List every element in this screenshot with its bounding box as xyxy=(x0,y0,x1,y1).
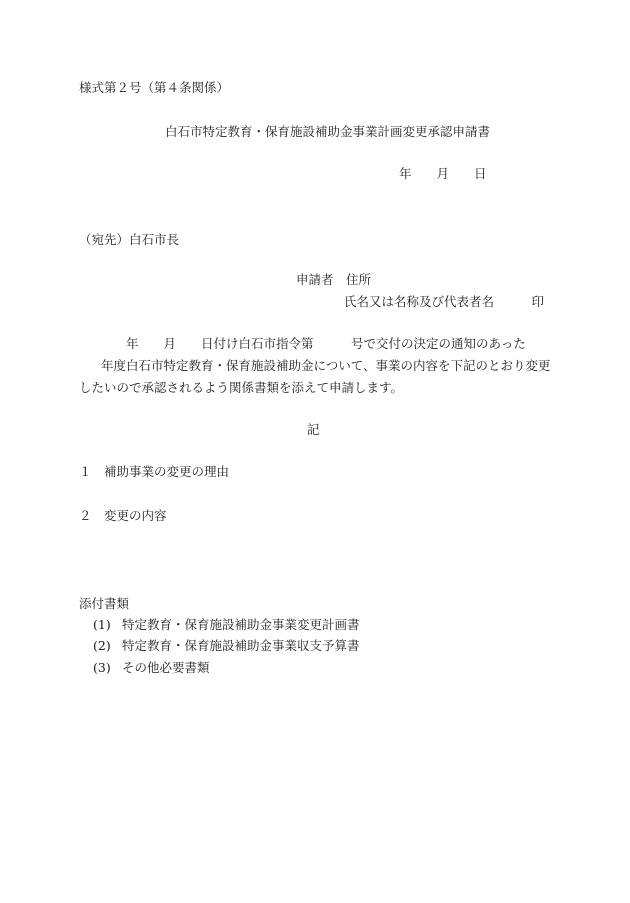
attachments-heading: 添付書類 xyxy=(79,596,130,611)
applicant-address-label: 申請者 住所 xyxy=(296,272,372,287)
body-line-3: したいので承認されるよう関係書類を添えて申請します。 xyxy=(79,380,404,395)
attachment-2-text: 特定教育・保育施設補助金事業収支予算書 xyxy=(122,638,360,653)
attachment-2-number: (2) xyxy=(93,638,111,653)
addressee: （宛先）白石市長 xyxy=(79,232,180,247)
date-line: 年 月 日 xyxy=(399,166,487,181)
attachment-1-number: (1) xyxy=(93,617,111,632)
body-line-1: 年 月 日付け白石市指令第 号で交付の決定の通知のあった xyxy=(126,336,526,351)
attachment-3-number: (3) xyxy=(93,660,111,675)
document-title: 白石市特定教育・保育施設補助金事業計画変更承認申請書 xyxy=(165,124,491,139)
attachment-1-text: 特定教育・保育施設補助金事業変更計画書 xyxy=(122,617,360,632)
ki-heading: 記 xyxy=(307,422,320,437)
form-number: 様式第２号（第４条関係） xyxy=(79,80,230,95)
item-2-number: ２ xyxy=(79,508,92,523)
item-1-text: 補助事業の変更の理由 xyxy=(104,464,230,479)
applicant-name-label: 氏名又は名称及び代表者名 印 xyxy=(344,294,545,309)
item-1-number: １ xyxy=(79,464,92,479)
item-2-text: 変更の内容 xyxy=(104,508,167,523)
attachment-3-text: その他必要書類 xyxy=(122,660,210,675)
body-line-2: 年度白石市特定教育・保育施設補助金について、事業の内容を下記のとおり変更 xyxy=(101,358,551,373)
